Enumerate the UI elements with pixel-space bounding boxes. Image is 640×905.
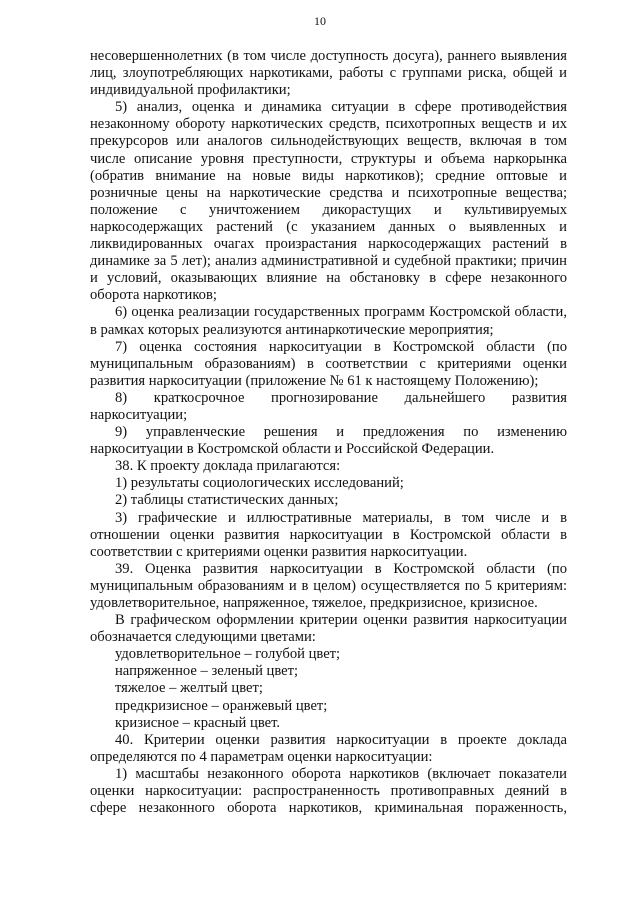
color-item-heavy: тяжелое – желтый цвет; bbox=[115, 680, 263, 697]
paragraph-continuation: несовершеннолетних (в том числе доступность досуга), раннего выявления лиц, злоупотребляющих наркотиками, работы с группами риска, общей и индивидуальной профилактики; bbox=[90, 48, 567, 99]
list-item-8-forecasting: 8) краткосрочное прогнозирование дальнейшего развития наркоситуации; bbox=[90, 389, 567, 423]
document-body bbox=[90, 48, 567, 817]
color-coding-intro: В графическом оформлении критерии оценки развития наркоситуации обозначается следующими цветами: bbox=[90, 612, 567, 646]
list-item-5-situation-analysis: 5) анализ, оценка и динамика ситуации в сфере противодействия незаконному обороту наркотических средств, психотропных веществ и их прекурсоров или аналогов сильнодействующих веществ, включая в том числе описание уровня преступности, структуры и объема наркорынка (обратив внимание на новые виды наркотиков); средние оптовые и розничные цены на наркотические средства и психотропные вещества; положение с уничтожением дикорастущих и культивируемых наркосодержащих растений (с указанием данных о выявленных и ликвидированных очагах произрастания наркосодержащих растений в динамике за 5 лет); анализ административной и судебной практики; причин и условий, оказывающих влияние на обстановку в сфере незаконного оборота наркотиков; bbox=[90, 99, 567, 304]
attachment-item-3: 3) графические и иллюстративные материалы, в том числе и в отношении оценки развития наркоситуации в Костромской области в соответствии с критериями оценки развития наркоситуации. bbox=[90, 509, 567, 560]
attachment-item-2: 2) таблицы статистических данных; bbox=[115, 492, 339, 509]
section-40-paragraph: 40. Критерии оценки развития наркоситуации в проекте доклада определяются по 4 параметрам оценки наркоситуации: bbox=[90, 731, 567, 765]
color-item-tense: напряженное – зеленый цвет; bbox=[115, 663, 299, 680]
section-39-paragraph: 39. Оценка развития наркоситуации в Костромской области (по муниципальным образованиям и в целом) осуществляется по 5 критериям: удовлетворительное, напряженное, тяжелое, предкризисное, кризисное. bbox=[90, 560, 567, 611]
color-item-satisfactory: удовлетворительное – голубой цвет; bbox=[115, 646, 341, 663]
attachment-item-1: 1) результаты социологических исследований; bbox=[115, 475, 404, 492]
section-38-heading: 38. К проекту доклада прилагаются: bbox=[115, 458, 341, 475]
color-item-crisis: кризисное – красный цвет. bbox=[115, 714, 281, 731]
list-item-9-management-decisions: 9) управленческие решения и предложения по изменению наркоситуации в Костромской области и Российской Федерации. bbox=[90, 424, 567, 458]
list-item-7-municipal-assessment: 7) оценка состояния наркоситуации в Костромской области (по муниципальным образованиям) в соответствии с критериями оценки развития наркоситуации (приложение № 61 к настоящему Положению); bbox=[90, 338, 567, 389]
list-item-6-program-evaluation: 6) оценка реализации государственных программ Костромской области, в рамках которых реализуются антинаркотические мероприятия; bbox=[90, 304, 567, 338]
page-number: 10 bbox=[314, 14, 326, 28]
parameter-item-1: 1) масштабы незаконного оборота наркотиков (включает показатели оценки наркоситуации: распространенность противоправных деяний в сфере незаконного оборота наркотиков, криминальная пораженность, bbox=[90, 765, 567, 817]
color-item-precrisis: предкризисное – оранжевый цвет; bbox=[115, 697, 328, 714]
